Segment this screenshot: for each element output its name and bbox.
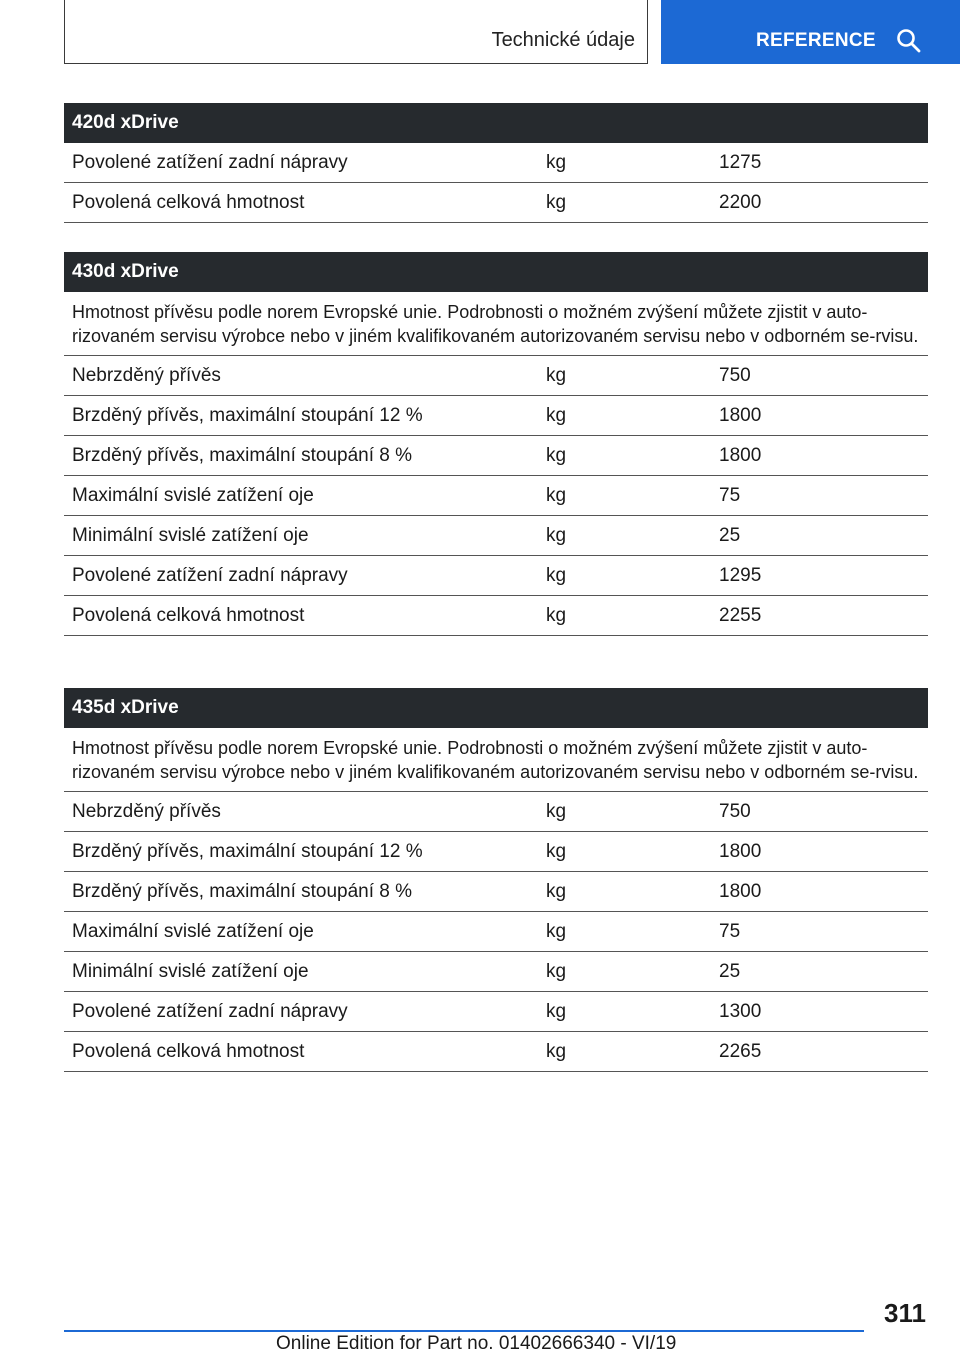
row-value: 2200 <box>719 192 762 213</box>
row-label: Nebrzděný přívěs <box>72 801 221 822</box>
row-unit: kg <box>546 1041 567 1062</box>
table-row <box>64 476 928 516</box>
row-unit: kg <box>546 445 567 466</box>
row-value: 25 <box>719 961 741 982</box>
row-unit: kg <box>546 605 567 626</box>
reference-tab[interactable] <box>661 0 960 64</box>
row-value: 1275 <box>719 152 762 173</box>
section-435d <box>64 688 928 1072</box>
edition-text: Online Edition for Part no. 01402666340 - VI/19 <box>276 1333 677 1354</box>
row-label: Brzděný přívěs, maximální stoupání 12 % <box>72 405 423 426</box>
row-label: Povolená celková hmotnost <box>72 192 305 213</box>
table-row <box>64 792 928 832</box>
row-label: Brzděný přívěs, maximální stoupání 8 % <box>72 445 413 466</box>
section-title: 435d xDrive <box>64 688 928 728</box>
row-unit: kg <box>546 1001 567 1022</box>
table-row <box>64 516 928 556</box>
table-row <box>64 992 928 1032</box>
table-row <box>64 832 928 872</box>
table-row <box>64 183 928 223</box>
row-value: 2255 <box>719 605 762 626</box>
row-unit: kg <box>546 881 567 902</box>
row-unit: kg <box>546 152 567 173</box>
table-row <box>64 556 928 596</box>
row-label: Minimální svislé zatížení oje <box>72 525 309 546</box>
row-label: Minimální svislé zatížení oje <box>72 961 309 982</box>
row-unit: kg <box>546 565 567 586</box>
search-icon <box>896 28 922 54</box>
page-number: 311 <box>884 1298 926 1328</box>
table-row <box>64 872 928 912</box>
row-unit: kg <box>546 405 567 426</box>
row-value: 750 <box>719 801 751 822</box>
table-row <box>64 1032 928 1072</box>
row-value: 1800 <box>719 881 762 902</box>
reference-label: REFERENCE <box>756 30 876 51</box>
row-unit: kg <box>546 485 567 506</box>
table-row <box>64 912 928 952</box>
page-section-title: Technické údaje <box>491 29 635 51</box>
table-row <box>64 396 928 436</box>
table-row <box>64 596 928 636</box>
row-value: 1800 <box>719 841 762 862</box>
row-value: 75 <box>719 921 741 942</box>
row-unit: kg <box>546 192 567 213</box>
table-row <box>64 952 928 992</box>
row-label: Maximální svislé zatížení oje <box>72 485 314 506</box>
row-value: 1800 <box>719 445 762 466</box>
table-row <box>64 436 928 476</box>
row-label: Brzděný přívěs, maximální stoupání 8 % <box>72 881 413 902</box>
section-title: 420d xDrive <box>64 103 928 143</box>
section-420d <box>64 103 928 223</box>
row-unit: kg <box>546 365 567 386</box>
row-value: 25 <box>719 525 741 546</box>
section-note: Hmotnost přívěsu podle norem Evropské unie. Podrobnosti o možném zvýšení můžete zjistit v auto‐rizovaném servisu výrobce nebo v jiném kvalifikovaném autorizovaném servisu nebo v odborném se‐rvisu. <box>64 292 928 356</box>
row-label: Povolené zatížení zadní nápravy <box>72 565 348 586</box>
table-row <box>64 143 928 183</box>
row-value: 750 <box>719 365 751 386</box>
row-value: 1295 <box>719 565 762 586</box>
row-label: Maximální svislé zatížení oje <box>72 921 314 942</box>
row-value: 2265 <box>719 1041 762 1062</box>
row-label: Povolené zatížení zadní nápravy <box>72 152 348 173</box>
row-label: Nebrzděný přívěs <box>72 365 221 386</box>
table-row <box>64 356 928 396</box>
row-label: Povolená celková hmotnost <box>72 605 305 626</box>
header-title-box <box>64 0 648 64</box>
section-note: Hmotnost přívěsu podle norem Evropské unie. Podrobnosti o možném zvýšení můžete zjistit v auto‐rizovaném servisu výrobce nebo v jiném kvalifikovaném autorizovaném servisu nebo v odborném se‐rvisu. <box>64 728 928 792</box>
footer-divider <box>64 1330 864 1332</box>
row-unit: kg <box>546 921 567 942</box>
row-value: 75 <box>719 485 741 506</box>
row-label: Brzděný přívěs, maximální stoupání 12 % <box>72 841 423 862</box>
row-value: 1300 <box>719 1001 762 1022</box>
row-unit: kg <box>546 961 567 982</box>
section-430d <box>64 252 928 636</box>
row-label: Povolené zatížení zadní nápravy <box>72 1001 348 1022</box>
row-label: Povolená celková hmotnost <box>72 1041 305 1062</box>
row-unit: kg <box>546 525 567 546</box>
section-title: 430d xDrive <box>64 252 928 292</box>
row-unit: kg <box>546 841 567 862</box>
row-value: 1800 <box>719 405 762 426</box>
row-unit: kg <box>546 801 567 822</box>
